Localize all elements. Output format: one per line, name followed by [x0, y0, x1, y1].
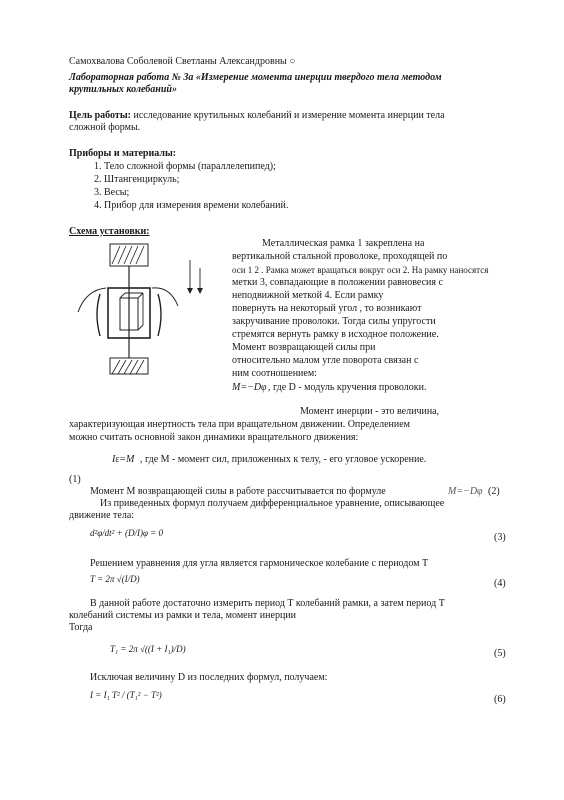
scheme-line: , где D - модуль кручения проволоки.	[268, 382, 427, 393]
right-plate	[158, 294, 161, 336]
equipment-item: 2. Штангенциркуль;	[94, 174, 180, 185]
scheme-line: повернуть на некоторый угол , то возникают	[232, 303, 422, 314]
bottom-mount	[110, 358, 148, 374]
body-block	[120, 293, 143, 330]
goal-label: Цель работы:	[69, 110, 131, 121]
eq-number-2: (2)	[488, 486, 500, 497]
equipment-item: 4. Прибор для измерения времени колебаний.	[94, 200, 289, 211]
scheme-line: относительно малом угле поворота связан с	[232, 355, 419, 366]
formula-5: T₁ = 2π √((I + I₁)/D)	[110, 644, 186, 654]
rotation-arc-left	[78, 288, 106, 312]
body-line: колебаний системы из рамки и тела, момент инерции	[69, 610, 297, 621]
circle-mark: ○	[289, 56, 296, 67]
rotation-arc-right	[152, 288, 178, 306]
body-line: , где M - момент сил, приложенных к телу, - его угловое ускорение.	[140, 454, 427, 465]
formula-m-d: M=−Dφ	[232, 382, 267, 393]
equipment-item: 1. Тело сложной формы (параллелепипед);	[94, 161, 276, 172]
scheme-line: ним соотношением:	[232, 368, 317, 379]
body-line: В данной работе достаточно измерить период T колебаний рамки, а затем период T	[90, 598, 445, 609]
goal-text-2: сложной формы.	[69, 122, 141, 133]
equipment-item: 3. Весы;	[94, 187, 130, 198]
equipment-heading: Приборы и материалы:	[69, 148, 177, 159]
scheme-line: стремятся вернуть рамку в исходное положение.	[232, 329, 439, 340]
lab-title-line-1: Лабораторная работа № 3а «Измерение момента инерции твердого тела методом	[69, 72, 442, 83]
eq-number-6: (6)	[494, 694, 506, 705]
lab-title-line-2: крутильных колебаний»	[69, 84, 177, 95]
body-line: Решением уравнения для угла является гармоническое колебание с периодом T	[90, 558, 429, 569]
eq-number-5: (5)	[494, 648, 506, 659]
body-line: Из приведенных формул получаем дифференциальное уравнение, описывающее	[100, 498, 445, 509]
goal-line-1	[69, 110, 445, 122]
formula-newton: Iε=M	[112, 454, 135, 465]
eq-number-4: (4)	[494, 578, 506, 589]
scheme-line: оси 1 2 . Рамка может вращаться вокруг оси 2. На рамку наносятся	[232, 265, 489, 275]
scheme-line: Металлическая рамка 1 закреплена на	[262, 238, 425, 249]
body-line: Момент инерции - это величина,	[300, 406, 440, 417]
body-line: движение тела:	[69, 510, 135, 521]
apparatus-diagram	[70, 236, 230, 386]
eq-number-3: (3)	[494, 532, 506, 543]
top-mount	[110, 244, 148, 266]
body-line: характеризующая инертность тела при вращательном движении. Определением	[69, 419, 410, 430]
body-line: Исключая величину D из последних формул, получаем:	[90, 672, 328, 683]
goal-text-1: исследование крутильных колебаний и измерение момента инерции тела	[133, 110, 445, 121]
body-line: можно считать основной закон динамики вращательного движения:	[69, 432, 359, 443]
formula-m-small: M=−Dφ	[448, 486, 483, 497]
body-line: Тогда	[69, 622, 93, 633]
scheme-line: вертикальной стальной проволоке, проходящей по	[232, 251, 448, 262]
eq-number-1: (1)	[69, 474, 81, 485]
scheme-line: Момент возвращающей силы при	[232, 342, 376, 353]
formula-4: T = 2π √(I/D)	[90, 574, 140, 584]
author-line: Самохвалова Соболевой Светланы Александровны ○	[69, 56, 296, 67]
formula-6: I = I₁ T² / (T₁² − T²)	[90, 690, 162, 700]
left-plate	[97, 294, 100, 336]
scheme-line: неподвижной меткой 4. Если рамку	[232, 290, 384, 301]
scheme-heading: Схема установки:	[69, 226, 150, 237]
body-line: Момент M возвращающей силы в работе рассчитывается по формуле	[90, 486, 386, 497]
scheme-line: закручивание проволоки. Тогда силы упругости	[232, 316, 436, 327]
scheme-line: метки 3, совпадающие в положении равновесия с	[232, 277, 443, 288]
formula-3: d²φ/dt² + (D/I)φ = 0	[90, 528, 163, 538]
